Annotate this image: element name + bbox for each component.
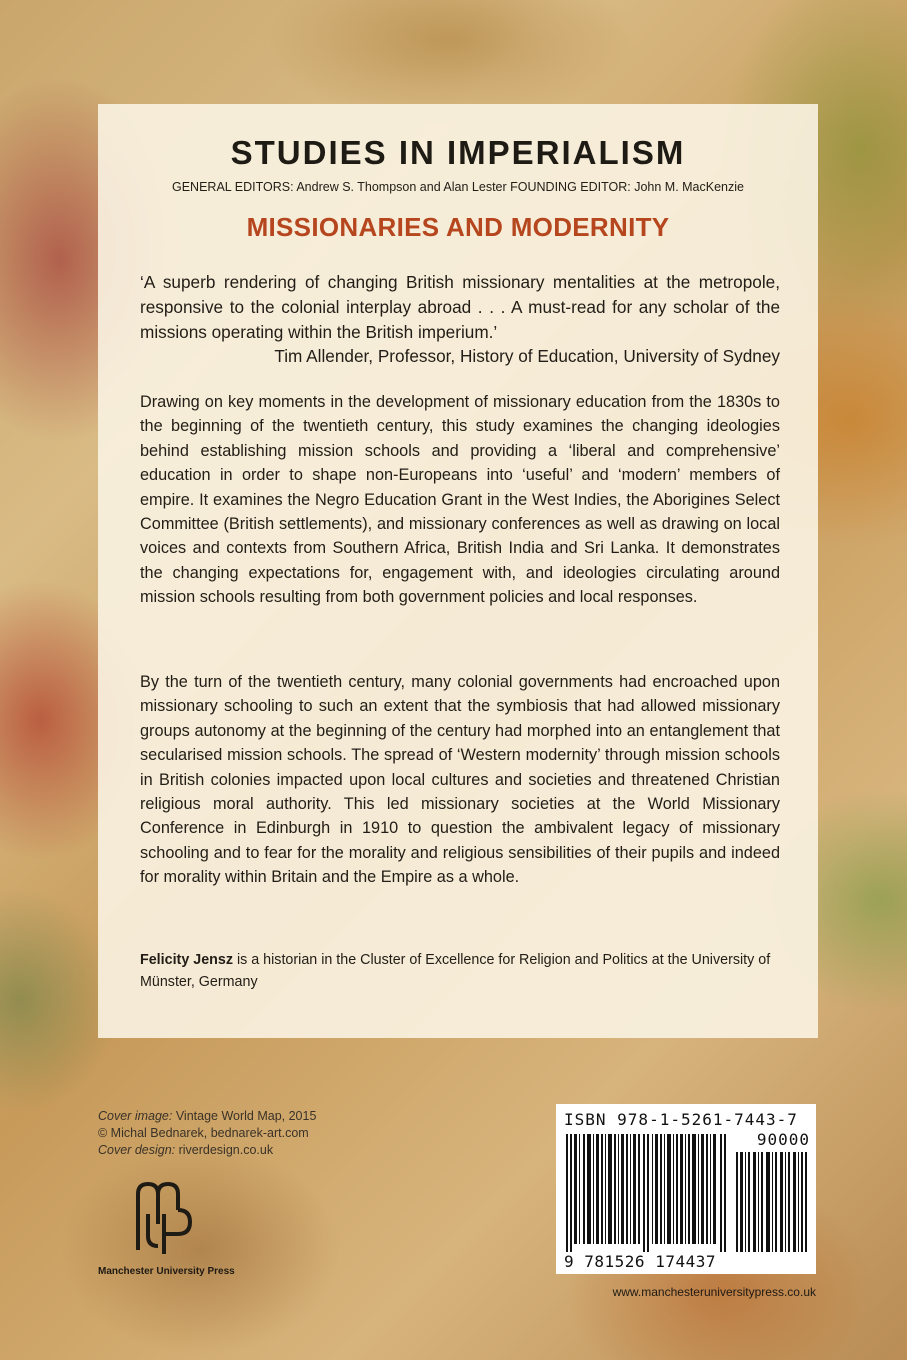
barcode-bars-main <box>564 1134 730 1252</box>
endorsement-quote: ‘A superb rendering of changing British missionary mentalities at the metropole, responsive to the colonial interplay abroad . . . A must-read for any scholar of the missions operating within the British imperium.’ <box>140 272 780 342</box>
publisher-logo-icon <box>128 1180 200 1258</box>
cover-design-value: riverdesign.co.uk <box>175 1143 274 1157</box>
author-bio-text: is a historian in the Cluster of Excellence for Religion and Politics at the University of Münster, Germany <box>140 952 771 990</box>
series-editors: GENERAL EDITORS: Andrew S. Thompson and Alan Lester FOUNDING EDITOR: John M. MacKenzie <box>172 180 744 194</box>
cover-credits <box>98 1108 316 1159</box>
copyright-credit: © Michal Bednarek, bednarek-art.com <box>98 1126 309 1140</box>
cover-image-credit <box>98 1108 316 1125</box>
cover-image-value: Vintage World Map, 2015 <box>172 1109 317 1123</box>
barcode-bars-addon <box>736 1152 808 1252</box>
price-code: 90000 <box>756 1130 810 1149</box>
back-cover-panel <box>98 104 818 1038</box>
publisher-website: www.manchesteruniversitypress.co.uk <box>612 1285 816 1299</box>
isbn-label: ISBN 978-1-5261-7443-7 <box>564 1110 798 1129</box>
quote-attribution: Tim Allender, Professor, History of Education, University of Sydney <box>274 346 780 366</box>
series-title: STUDIES IN IMPERIALISM <box>230 134 686 171</box>
cover-design-label: Cover design: <box>98 1143 176 1157</box>
book-title: MISSIONARIES AND MODERNITY <box>246 212 670 242</box>
blurb-paragraph-1: Drawing on key moments in the development of missionary education from the 1830s to the beginning of the twentieth century, this study examines the changing ideologies behind establishing mission schools and providing a ‘liberal and comprehensive’ education in order to shape non-Europeans into ‘useful’ and ‘modern’ members of empire. It examines the Negro Education Grant in the West Indies, the Aborigines Select Committee (British settlements), and missionary conferences as well as drawing on local voices and contexts from Southern Africa, British India and Sri Lanka. It demonstrates the changing expectations for, engagement with, and ideologies circulating around mission schools resulting from both government policies and local responses. <box>140 393 780 607</box>
author-name: Felicity Jensz <box>140 952 233 968</box>
author-bio <box>140 949 780 993</box>
isbn-barcode <box>556 1104 816 1274</box>
publisher-name: Manchester University Press <box>98 1266 235 1277</box>
cover-image-label: Cover image: <box>98 1109 173 1123</box>
barcode-digits: 9 781526 174437 <box>564 1252 716 1271</box>
cover-design-credit <box>98 1142 316 1159</box>
blurb-paragraph-2: By the turn of the twentieth century, many colonial governments had encroached upon missionary schooling to such an extent that the symbiosis that had allowed missionary groups autonomy at the beginning of the century had morphed into an entanglement that secularised mission schools. The spread of ‘Western modernity’ through mission schools in British colonies impacted upon local cultures and societies and threatened Christian religious moral authority. This led missionary societies at the World Missionary Conference in Edinburgh in 1910 to question the ambivalent legacy of missionary schooling and to fear for the morality and religious sensibilities of their pupils and indeed for morality within Britain and the Empire as a whole. <box>140 673 780 887</box>
